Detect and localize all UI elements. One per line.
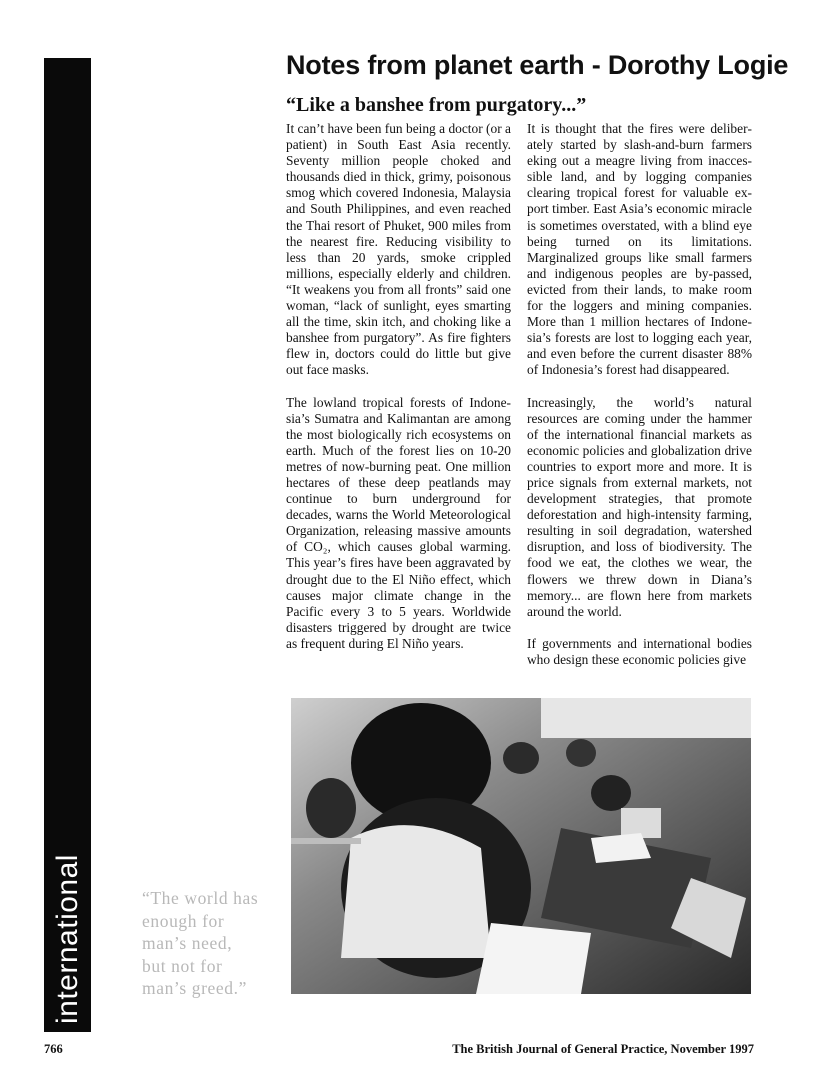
paragraph: It can’t have been fun being a doctor (or a patient) in South East Asia recently. Seventy million people choked and thousands died in thick, grimy, poisonous smog which covered Indonesia, Malaysia and South Philippines, and even reached the Thai resort of Phuket, 900 miles from the nearest fire. Reducing visibility to less than 20 yards, smoke crippled millions, especially elderly and children. “It weakens you from all fronts” said one woman, “lack of sunlight, eyes smarting all the time, skin itch, and choking like a banshee from purgatory”. As fire fighters flew in, doctors could do little but give out face masks. [286,121,511,378]
pull-quote-line: but not for [142,955,223,976]
left-column [286,121,511,652]
page-number: 766 [44,1042,63,1056]
pull-quote-line: man’s need, [142,933,233,953]
pull-quote [142,887,282,1000]
classroom-photo [291,698,751,994]
journal-footer: The British Journal of General Practice, November 1997 [452,1042,754,1056]
paragraph: Increasingly, the world’s natural resources are coming under the hammer of the international financial markets as economic policies and globalization drive countries to export more and more. It is price signals from external markets, not development strategies, that promote deforestation and high-intensity farming, resulting in soil degradation, watershed disruption, and loss of biodiversity. The food we eat, the clothes we wear, the flowers we threw down in Diana’s memory... are flown here from markets around the world. [527,394,752,619]
paragraph: If governments and international bodies who design these economic policies give [527,635,752,667]
paragraph: It is thought that the fires were deliberately started by slash-and-burn farmers eking out a meagre living from inaccessible land, and by logging companies clearing tropical forest for valuable export timber. East Asia’s economic miracle is sometimes overstated, with a blind eye being turned on its limitations. Marginalized groups like small farmers and indigenous peoples are by-passed, evicted from their lands, to make room for the loggers and mining companies. More than 1 million hectares of Indonesia’s forests are lost to logging each year, and even before the current disaster 88% of Indonesia’s forest had disappeared. [527,121,752,378]
classroom-photo-image [291,698,751,994]
section-label [44,854,91,1032]
pull-quote-line: man’s greed.” [142,978,247,998]
pull-quote-line: enough for [142,910,225,931]
section-label-text: international [51,854,84,1024]
right-column [527,121,752,668]
pull-quote-line: “The world has [142,888,259,908]
article-headline: “Like a banshee from purgatory...” [286,94,587,116]
paragraph: The lowland tropical forests of Indonesia’s Sumatra and Kalimantan are among the most biologically rich ecosystems on earth. Much of the forest lies on 10-20 metres of now-burning peat. One million hectares of these deep peatlands may continue to burn underground for decades, warns the World Meteorological Organization, releasing massive amounts of CO₂, which causes global warming. This year’s fires have been aggravated by drought due to the El Niño effect, which causes major climate change in the Pacific every 3 to 5 years. Worldwide disasters triggered by drought are twice as frequent during El Niño years. [286,394,511,651]
page-title: Notes from planet earth - Dorothy Logie [286,50,789,80]
